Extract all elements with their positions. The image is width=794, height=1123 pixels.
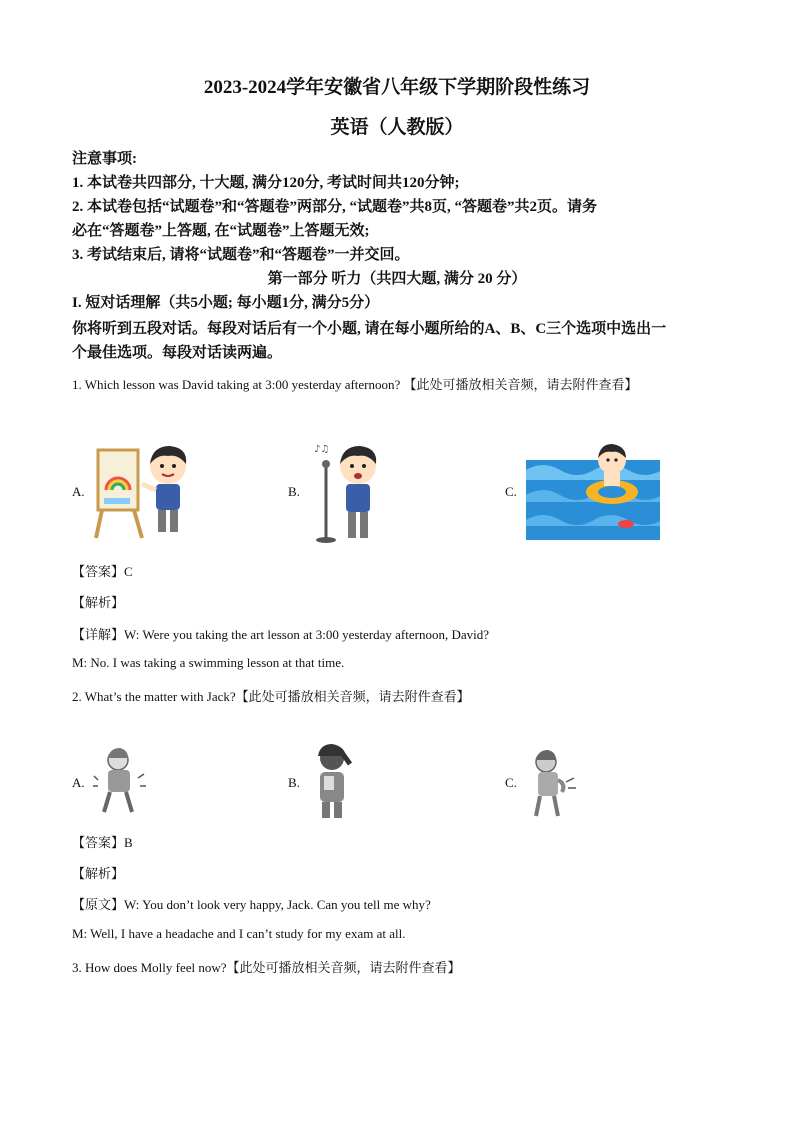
q2-analysis: 【解析】 [72, 866, 125, 881]
q1-answer: 【答案】C [72, 564, 133, 579]
note-item-2b: 必在“答题卷”上答题, 在“试题卷”上答题无效; [72, 223, 370, 239]
q2-reply: M: Well, I have a headache and I can’t study for my exam at all. [72, 926, 406, 941]
q2-option-b-label: B. [288, 775, 300, 790]
q1-option-b-label: B. [288, 484, 300, 499]
boy-swimming-icon [526, 440, 660, 540]
q1-detail: 【详解】W: Were you taking the art lesson at 3:00 yesterday afternoon, David? [72, 627, 490, 642]
boy-painting-icon [92, 440, 192, 540]
instruction-line-1: 你将听到五段对话。每段对话后有一个小题, 请在每小题所给的A、B、C三个选项中选出一 [72, 321, 667, 337]
notes-heading: 注意事项: [72, 151, 137, 167]
question-2: 2. What’s the matter with Jack?【此处可播放相关音频，请去附件查看】 [72, 689, 470, 704]
part1-heading: 第一部分 听力（共四大题, 满分 20 分） [267, 271, 527, 287]
sick-boy-headache-icon [310, 742, 354, 820]
note-item-2a: 2. 本试卷包括“试题卷”和“答题卷”两部分, “试题卷”共8页, “答题卷”共2页。请务 [72, 199, 598, 215]
q2-option-c-label: C. [505, 775, 517, 790]
question-1: 1. Which lesson was David taking at 3:00 yesterday afternoon? 【此处可播放相关音频，请去附件查看】 [72, 377, 638, 392]
q1-analysis: 【解析】 [72, 595, 125, 610]
q2-original: 【原文】W: You don’t look very happy, Jack. Can you tell me why? [72, 897, 431, 912]
exam-title: 2023-2024学年安徽省八年级下学期阶段性练习 [203, 77, 591, 98]
q1-reply: M: No. I was taking a swimming lesson at that time. [72, 655, 345, 670]
exam-subtitle: 英语（人教版） [330, 117, 464, 138]
question-3: 3. How does Molly feel now?【此处可播放相关音频，请去附件查看】 [72, 960, 461, 975]
instruction-line-2: 个最佳选项。每段对话读两遍。 [72, 345, 283, 361]
boy-singing-icon [312, 436, 384, 544]
q2-option-a-label: A. [72, 775, 85, 790]
q2-answer: 【答案】B [72, 835, 133, 850]
sick-boy-stomachache-icon [92, 746, 152, 816]
q1-option-a-label: A. [72, 484, 85, 499]
sick-boy-backache-icon [526, 748, 578, 818]
svg-text:♪♫: ♪♫ [314, 444, 330, 455]
section-title: I. 短对话理解（共5小题; 每小题1分, 满分5分） [72, 295, 380, 311]
note-item-1: 1. 本试卷共四部分, 十大题, 满分120分, 考试时间共120分钟; [72, 175, 460, 191]
q1-option-c-label: C. [505, 484, 517, 499]
note-item-3: 3. 考试结束后, 请将“试题卷”和“答题卷”一并交回。 [72, 247, 410, 263]
